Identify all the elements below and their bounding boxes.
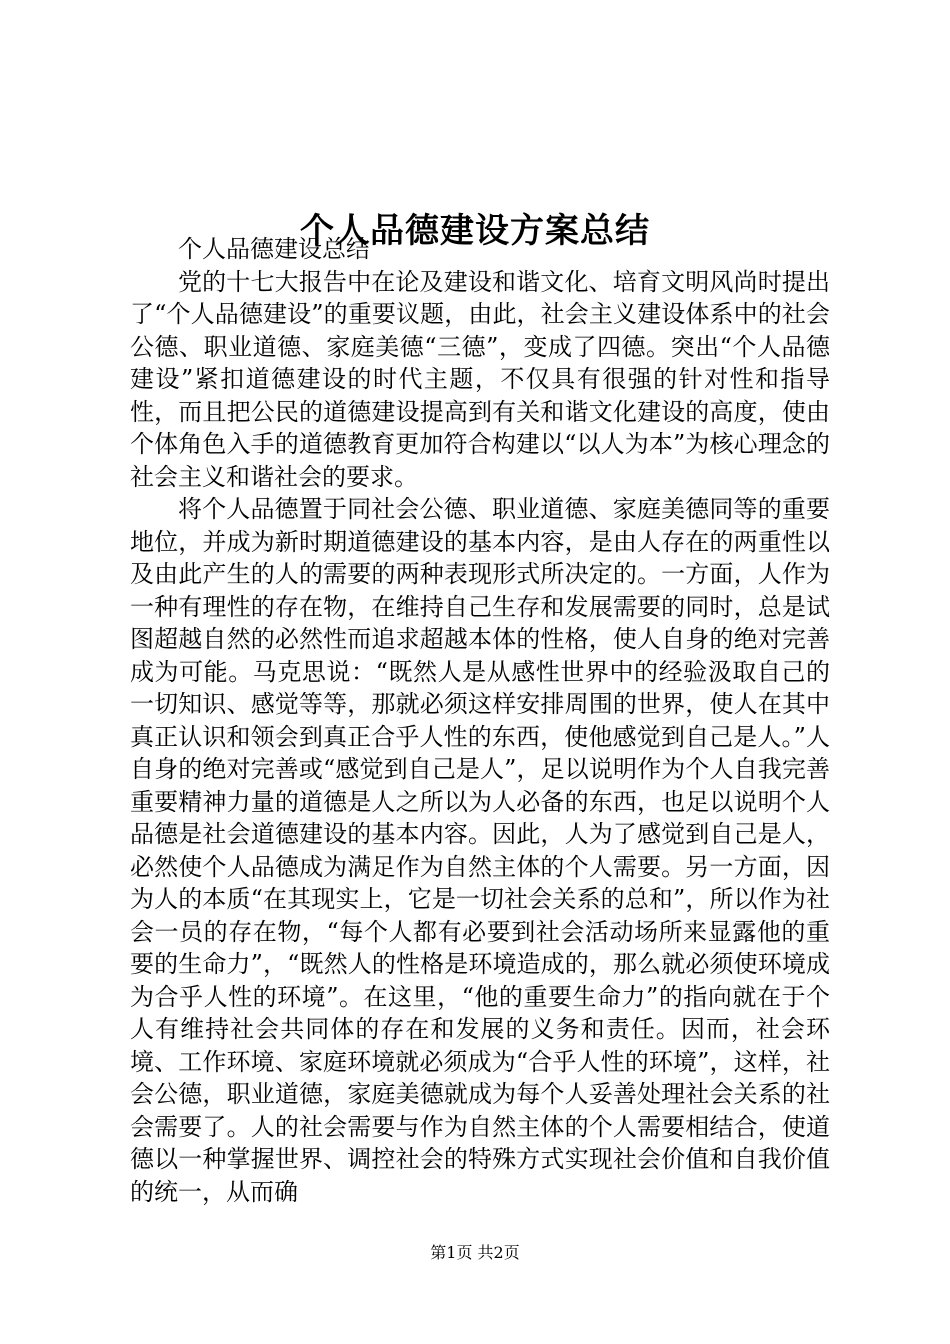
body-subtitle: 个人品德建设总结 [178, 235, 370, 263]
body-paragraph: 党的十七大报告中在论及建设和谐文化、培育文明风尚时提出了“个人品德建设”的重要议题，由此，社会主义建设体系中的社会公德、职业道德、家庭美德“三德”，变成了四德。突出“个人品德建设”紧扣道德建设的时代主题，不仅具有很强的针对性和指导性，而且把公民的道德建设提高到有关和谐文化建设的高度，使由个体角色入手的道德教育更加符合构建以“以人为本”为核心理念的社会主义和谐社会的要求。 [130, 267, 830, 491]
page-footer: 第1页 共2页 [430, 1243, 520, 1262]
document-body [130, 233, 830, 1208]
body-paragraph: 将个人品德置于同社会公德、职业道德、家庭美德同等的重要地位，并成为新时期道德建设的基本内容，是由人存在的两重性以及由此产生的人的需要的两种表现形式所决定的。一方面，人作为一种有理性的存在物，在维持自己生存和发展需要的同时，总是试图超越自然的必然性而追求超越本体的性格，使人自身的绝对完善成为可能。马克思说：“既然人是从感性世界中的经验汲取自己的一切知识、感觉等等，那就必须这样安排周围的世界，使人在其中真正认识和领会到真正合乎人性的东西，使他感觉到自己是人。”人自身的绝对完善或“感觉到自己是人”，足以说明作为个人自我完善重要精神力量的道德是人之所以为人必备的东西，也足以说明个人品德是社会道德建设的基本内容。因此，人为了感觉到自己是人，必然使个人品德成为满足作为自然主体的个人需要。另一方面，因为人的本质“在其现实上，它是一切社会关系的总和”，所以作为社会一员的存在物，“每个人都有必要到社会活动场所来显露他的重要的生命力”，“既然人的性格是环境造成的，那么就必须使环境成为合乎人性的环境”。在这里，“他的重要生命力”的指向就在于个人有维持社会共同体的存在和发展的义务和责任。因而，社会环境、工作环境、家庭环境就必须成为“合乎人性的环境”，这样，社会公德，职业道德，家庭美德就成为每个人妥善处理社会关系的社会需要了。人的社会需要与作为自然主体的个人需要相结合，使道德以一种掌握世界、调控社会的特殊方式实现社会价值和自我价值的统一，从而确 [130, 495, 830, 1206]
document-title: 个人品德建设方案总结 [300, 210, 650, 251]
